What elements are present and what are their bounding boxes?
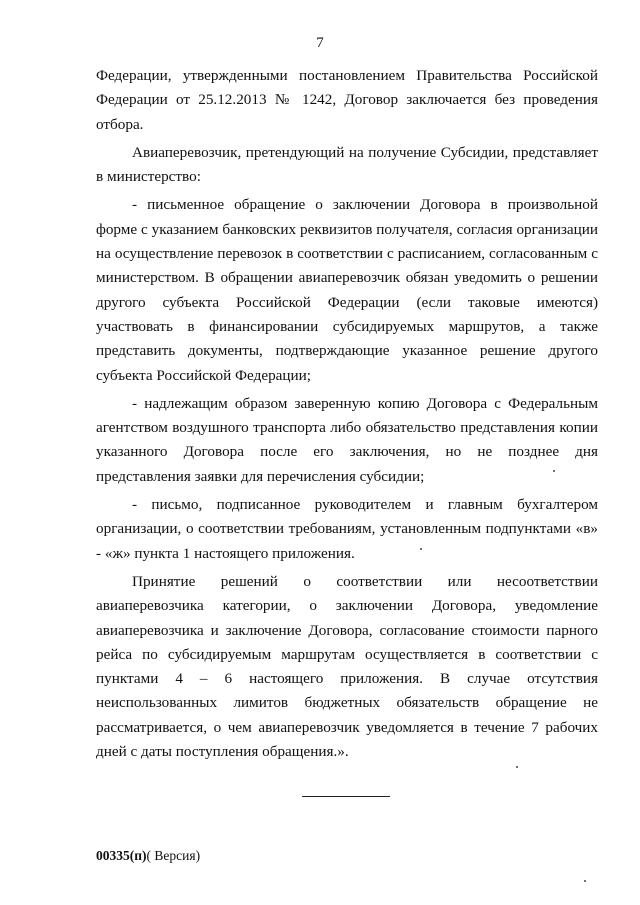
document-code-number: 00335(п) (96, 848, 147, 863)
scan-speck (553, 470, 555, 472)
scan-speck (516, 766, 518, 768)
document-version: ( Версия) (146, 848, 201, 863)
paragraph-continuation: Федерации, утвержденными постановлением Правительства Российской Федерации от 25.12.2013 № 1242, Договор заключается без проведения отбора. (96, 67, 598, 133)
list-item-letter: - письмо, подписанное руководителем и главным бухгалтером организации, о соответствии требованиям, установленным подпунктами «в» - «ж» пункта 1 настоящего приложения. (96, 496, 598, 562)
document-code (96, 848, 200, 864)
list-item-application: - письменное обращение о заключении Договора в произвольной форме с указанием банковских реквизитов получателя, согласия организации на осуществление перевозок в соответствии с расписанием, согласованным с министерством. В обращении авиаперевозчик обязан уведомить о решении другого субъекта Российской Федерации (если таковые имеются) участвовать в финансировании субсидируемых маршрутов, а также представить документы, подтверждающие указанное решение другого субъекта Российской Федерации; (96, 196, 598, 384)
paragraph-intro: Авиаперевозчик, претендующий на получение Субсидии, представляет в министерство: (96, 143, 598, 186)
closing-rule (302, 796, 390, 797)
document-body (96, 64, 598, 768)
scan-speck (420, 548, 422, 550)
list-item-contract-copy: - надлежащим образом заверенную копию Договора с Федеральным агентством воздушного транспорта либо обязательство представления копии указанного Договора после его заключения, но не позднее дня представления заявки для перечисления субсидии; (96, 394, 598, 485)
scan-speck (584, 880, 586, 882)
paragraph-decisions: Принятие решений о соответствии или несоответствии авиаперевозчика категории, о заключении Договора, уведомление авиаперевозчика и заключение Договора, согласование стоимости парного рейса по субсидируемым маршрутам осуществляется в соответствии с пунктами 4 – 6 настоящего приложения. В случае отсутствия неиспользованных лимитов бюджетных обязательств обращение не рассматривается, о чем авиаперевозчик уведомляется в течение 7 рабочих дней с даты поступления обращения.». (96, 572, 598, 761)
page-number: 7 (316, 35, 324, 51)
